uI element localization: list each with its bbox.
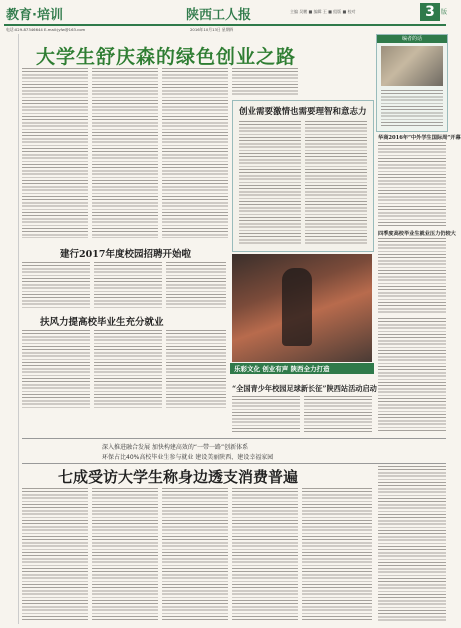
bottom-right-article-body-b bbox=[304, 396, 372, 432]
column-box-title-bar bbox=[237, 105, 369, 115]
banner-line-1: 深入推进融合发展 加快构建高效的“一带一路”创新体系 bbox=[102, 444, 249, 451]
bottom-article-body-1 bbox=[22, 488, 88, 622]
mid-article-body-1b bbox=[94, 262, 162, 308]
right-article-title-2: 四季度高校毕业生就业压力仍较大 bbox=[378, 231, 456, 237]
lead-article-title: 大学生舒庆森的绿色创业之路 bbox=[36, 46, 297, 68]
bottom-article-body-4 bbox=[232, 488, 298, 622]
right-box bbox=[376, 34, 448, 132]
photo-caption bbox=[230, 363, 374, 374]
banner bbox=[22, 438, 446, 464]
contact-line: 电话:029-87346644 E-mail:jyfw@163.com bbox=[6, 27, 86, 32]
photo-caption-text: 乐彩文化 创业有声 陕西全力打造 bbox=[234, 365, 330, 373]
mid-article-body-1a bbox=[22, 262, 90, 308]
mid-article-body-1c bbox=[166, 262, 226, 308]
paper-name: 陕西工人报 bbox=[186, 8, 252, 23]
column-box-title: 创业需要激情也需要理智和意志力 bbox=[239, 107, 367, 117]
column-box-body-b bbox=[305, 121, 367, 245]
right-article-title-1: 华商2016年“中外学生国际周”开幕 bbox=[378, 135, 461, 141]
lead-article-body-col4 bbox=[232, 68, 298, 96]
right-box-photo bbox=[381, 46, 443, 86]
bottom-article-body-2 bbox=[92, 488, 158, 622]
right-box-title: 编者的话 bbox=[401, 36, 422, 42]
bottom-right-article-body-a bbox=[232, 396, 300, 432]
section-label-text: 教育·培训 bbox=[6, 8, 63, 23]
right-box-header bbox=[377, 35, 447, 43]
photo-figure bbox=[282, 268, 312, 346]
right-box-body bbox=[381, 90, 443, 128]
lead-article-body-col2 bbox=[92, 68, 158, 238]
lead-article-body-col1 bbox=[22, 68, 88, 238]
mid-article-title-1: 建行2017年度校园招聘开始啦 bbox=[60, 249, 191, 260]
bottom-article-body-5 bbox=[302, 488, 372, 622]
masthead bbox=[0, 0, 450, 34]
mid-article-body-2c bbox=[166, 330, 226, 410]
page-number: 3 bbox=[425, 4, 435, 20]
lead-article-body-col3 bbox=[162, 68, 228, 238]
mid-article-body-2a bbox=[22, 330, 90, 410]
masthead-rule bbox=[4, 24, 446, 26]
right-article-body-1 bbox=[378, 142, 446, 226]
column-box-body-a bbox=[239, 121, 301, 245]
center-photo bbox=[232, 254, 372, 362]
page-label: 版 bbox=[441, 9, 448, 16]
bottom-article-title: 七成受访大学生称身边透支消费普遍 bbox=[58, 468, 299, 486]
page-number-badge bbox=[420, 3, 440, 21]
right-article-body-2 bbox=[378, 238, 446, 314]
left-margin-strip bbox=[4, 34, 19, 624]
right-col-lower-body bbox=[378, 318, 446, 432]
bottom-right-article-title: “全国青少年校园足球新长征”陕西站活动启动 bbox=[232, 384, 377, 393]
column-box bbox=[232, 100, 374, 252]
section-label bbox=[6, 4, 63, 23]
mid-article-body-2b bbox=[94, 330, 162, 410]
bottom-article-body-3 bbox=[162, 488, 228, 622]
bottom-article-body-6 bbox=[378, 466, 446, 622]
date-line: 2016年10月13日 星期四 bbox=[190, 27, 234, 32]
masthead-info: 主编 吴鹏 ■ 编辑 王 ■ 组版 ■ 校对 bbox=[290, 9, 356, 14]
banner-line-2: 环保占比40%高校毕业生参与就业 建设美丽陕西、建设幸福家园 bbox=[102, 454, 274, 461]
mid-article-title-2: 扶风力提高校毕业生充分就业 bbox=[40, 317, 164, 328]
